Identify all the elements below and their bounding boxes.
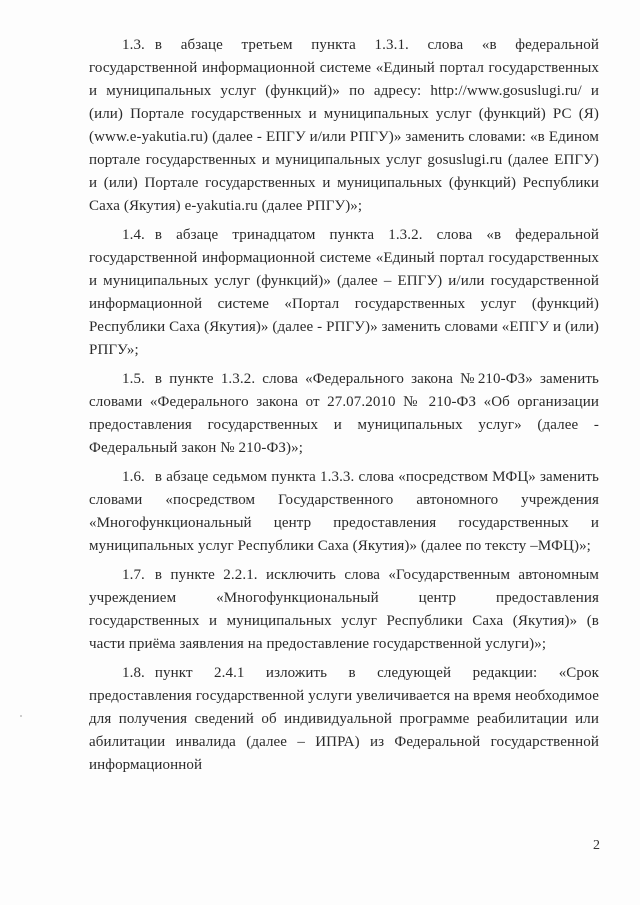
scan-speck bbox=[20, 715, 22, 717]
paragraph-1-3 bbox=[89, 34, 599, 218]
paragraph-number: 1.6. bbox=[122, 469, 145, 485]
paragraph-text: в абзаце третьем пункта 1.3.1. слова «в федеральной государственной информационной системе «Единый портал государственных и муниципальных услуг (функций)» по адресу: http://www.gosuslugi.ru/ и (или) Портале государственных и муниципальных услуг (функций) РС (Я) (www.e-yakutia.ru) (далее - ЕПГУ и/или РПГУ)» заменить словами: «в Едином портале государственных и муниципальных услуг gosuslugi.ru (далее ЕПГУ) и (или) Портале государственных и муниципальных (функций) Республики Саха (Якутия) e-yakutia.ru (далее РПГУ)»; bbox=[89, 37, 599, 214]
paragraph-number: 1.4. bbox=[122, 227, 145, 243]
paragraph-text: в пункте 2.2.1. исключить слова «Государственным автономным учреждением «Многофункциональный центр предоставления государственных и муниципальных услуг Республики Саха (Якутия)» (в части приёма заявления на предоставление государственной услуги)»; bbox=[89, 567, 599, 652]
paragraph-1-6 bbox=[89, 466, 599, 558]
page-number: 2 bbox=[593, 838, 600, 853]
paragraph-1-5 bbox=[89, 368, 599, 460]
document-body bbox=[89, 34, 599, 783]
paragraph-text: пункт 2.4.1 изложить в следующей редакции: «Срок предоставления государственной услуги увеличивается на время необходимое для получения сведений об индивидуальной программе реабилитации или абилитации инвалида (далее – ИПРА) из Федеральной государственной информационной bbox=[89, 665, 599, 773]
paragraph-number: 1.3. bbox=[122, 37, 145, 53]
paragraph-text: в абзаце тринадцатом пункта 1.3.2. слова «в федеральной государственной информационной системе «Единый портал государственных и муниципальных услуг (функций)» (далее – ЕПГУ) и/или государственной информационной системе «Портал государственных услуг (функций) Республики Саха (Якутия)» (далее - РПГУ)» заменить словами «ЕПГУ и (или) РПГУ»; bbox=[89, 227, 599, 358]
paragraph-1-8 bbox=[89, 662, 599, 777]
paragraph-number: 1.5. bbox=[122, 371, 145, 387]
paragraph-number: 1.8. bbox=[122, 665, 145, 681]
paragraph-text: в пункте 1.3.2. слова «Федерального закона №210-ФЗ» заменить словами «Федерального закона от 27.07.2010 № 210-ФЗ «Об организации предоставления государственных и муниципальных услуг» (далее - Федеральный закон № 210-ФЗ)»; bbox=[89, 371, 599, 456]
paragraph-1-7 bbox=[89, 564, 599, 656]
paragraph-1-4 bbox=[89, 224, 599, 362]
paragraph-text: в абзаце седьмом пункта 1.3.3. слова «посредством МФЦ» заменить словами «посредством Государственного автономного учреждения «Многофункциональный центр предоставления государственных и муниципальных услуг Республики Саха (Якутия)» (далее по тексту –МФЦ)»; bbox=[89, 469, 599, 554]
paragraph-number: 1.7. bbox=[122, 567, 145, 583]
